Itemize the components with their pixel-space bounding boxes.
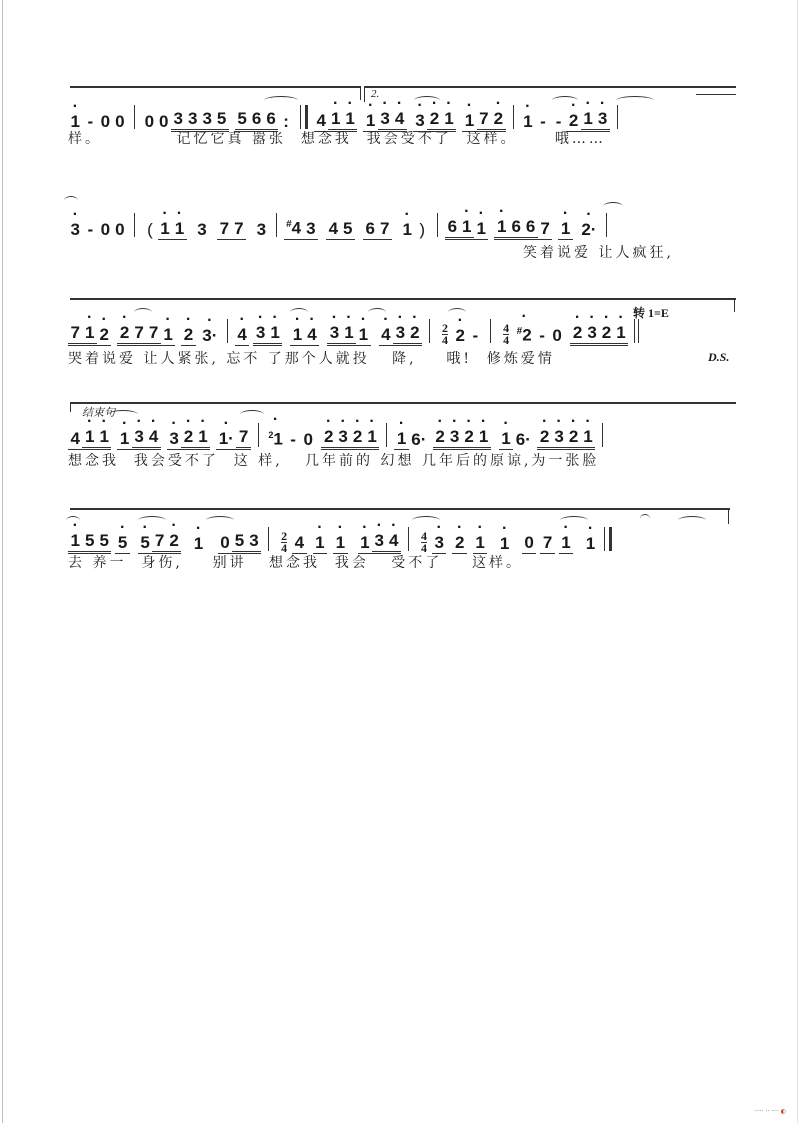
note: · 1	[394, 429, 408, 450]
barline	[258, 423, 259, 447]
slur	[206, 516, 234, 525]
note: 4	[68, 429, 82, 450]
note: 0	[100, 220, 111, 239]
note: · 1	[172, 219, 186, 240]
note: · 2·	[579, 220, 599, 240]
note: · 2	[181, 427, 195, 450]
note: 3	[200, 109, 214, 132]
slur	[134, 308, 152, 317]
dash: -	[87, 220, 94, 239]
note: · 1	[614, 323, 628, 346]
note: 0	[303, 430, 313, 449]
note: 6	[523, 217, 537, 240]
volta-2-line	[364, 86, 736, 88]
final-barline	[604, 527, 612, 551]
note: #4	[284, 215, 304, 240]
note: · 1	[474, 219, 488, 240]
note: 3	[171, 109, 185, 132]
note: · 2	[537, 427, 551, 450]
note: 7	[217, 219, 231, 240]
note: · 3	[327, 323, 341, 346]
note: · 3	[132, 427, 146, 450]
slur	[560, 516, 588, 525]
notes-row-3	[68, 316, 645, 346]
note: 3	[197, 220, 207, 239]
note: · 1	[559, 533, 573, 554]
section-line-3	[70, 298, 736, 300]
note: · 3	[585, 323, 599, 346]
repeat-barline	[300, 105, 308, 129]
note: · 2	[452, 533, 466, 554]
note: · 5	[138, 533, 152, 554]
time-signature-4-4: 4 4	[420, 529, 427, 555]
note: · 2	[427, 109, 441, 132]
paren-close: )	[419, 220, 426, 239]
note: 7	[146, 323, 160, 346]
paren-open: (	[147, 220, 153, 239]
barline	[268, 527, 269, 551]
barline	[408, 527, 409, 551]
barline	[227, 319, 228, 343]
note: · 2	[181, 325, 195, 346]
note: · 2	[321, 427, 335, 450]
barline	[429, 319, 430, 343]
slur	[240, 410, 264, 419]
note: · 5	[115, 533, 129, 554]
note: · 1·	[216, 429, 236, 450]
note: 4	[314, 111, 328, 132]
barline	[386, 423, 387, 447]
note: 6·	[515, 430, 531, 449]
note: · 2	[566, 427, 580, 450]
slur	[412, 516, 440, 525]
note: 0	[552, 326, 562, 345]
repeat-sign: :	[283, 112, 289, 131]
note: 3	[304, 219, 318, 240]
note: · 2	[117, 323, 131, 346]
lyrics-row-1: 样。 记忆它真 嚣张 想念我 我会受不了 这样。 哦……	[68, 131, 606, 147]
note: 7	[477, 109, 491, 132]
note: 7	[152, 531, 166, 554]
note: · 1	[343, 109, 357, 132]
note: · 1	[581, 109, 595, 132]
note: 4	[326, 219, 340, 240]
note: · 3	[447, 427, 461, 450]
barline	[606, 213, 607, 237]
lyrics-row-2: 笑着说爱 让人疯狂,	[523, 245, 674, 261]
note: · 1	[476, 427, 490, 450]
note: · 1	[356, 325, 370, 346]
note-fermata: 0	[522, 533, 536, 554]
note: · 1	[82, 323, 96, 346]
note: · 1	[313, 533, 327, 554]
note: · 1	[365, 427, 379, 450]
phrase-slur-line	[696, 94, 736, 95]
note: 5	[232, 531, 246, 554]
note: · 1	[328, 109, 342, 132]
time-signature-2-4: 2 4	[442, 321, 449, 347]
watermark-logo-icon: ◐	[780, 1108, 786, 1115]
note: 0	[218, 533, 232, 554]
note: 6	[363, 219, 377, 240]
slur	[290, 308, 308, 317]
slur	[616, 96, 654, 105]
note: 6	[509, 217, 523, 240]
note: · 1	[68, 112, 82, 132]
slur	[552, 96, 578, 105]
ending-line	[70, 402, 736, 404]
ending-line-start	[70, 402, 71, 412]
note: · 1	[363, 111, 377, 132]
ending-label: 结束句	[82, 407, 115, 419]
lyrics-row-3: 哭着说爱 让人紧张, 忘不 了那个人就投 降, 哦! 修炼爱情	[68, 351, 555, 367]
note: · 3·	[200, 326, 220, 346]
dash: -	[539, 326, 545, 345]
note: · 1	[158, 219, 172, 240]
section-line-5-end	[728, 508, 729, 524]
note: · 3	[253, 323, 267, 346]
note: · 4	[379, 325, 393, 346]
note: · 4	[305, 325, 319, 346]
note: · 1	[117, 429, 131, 450]
barline	[276, 213, 277, 237]
note: 3	[256, 220, 267, 239]
note: · 1	[499, 429, 513, 450]
note: 7	[68, 323, 82, 346]
note: 6	[249, 109, 263, 132]
note: · 4	[392, 109, 406, 132]
time-signature-2-4: 2 4	[281, 529, 288, 555]
note: · 3	[432, 533, 446, 554]
lyrics-row-4: 想念我 我会受不了 这 样, 几年前的 幻想 几年后的原谅,为一张脸	[68, 453, 600, 469]
note: · 2	[97, 325, 111, 346]
note: 0	[115, 220, 125, 239]
watermark	[754, 1108, 786, 1115]
note: · 2	[566, 111, 580, 132]
note: · 4	[146, 427, 160, 450]
note: 5	[82, 531, 96, 554]
notes-row-4	[68, 420, 610, 450]
note: · 3	[413, 111, 427, 132]
note: · 1	[161, 325, 175, 346]
slur	[108, 410, 138, 419]
note: · 1	[358, 533, 372, 554]
note: 0	[144, 112, 155, 131]
slur	[64, 196, 78, 205]
slur	[264, 96, 298, 105]
slur	[414, 96, 440, 105]
notes-row-2	[68, 210, 614, 240]
note: · 3	[167, 429, 181, 450]
barline	[134, 105, 135, 129]
note: · 1	[400, 220, 414, 240]
note: 3	[185, 109, 199, 132]
note: 5	[214, 109, 228, 132]
note: · 2	[167, 531, 181, 554]
note: · 2	[491, 109, 505, 132]
note: · 3	[372, 531, 386, 554]
note: · 1	[290, 325, 304, 346]
note: · 1	[462, 111, 476, 132]
note: · 1	[191, 534, 205, 554]
note: · 1	[583, 534, 597, 554]
ds-mark: D.S.	[708, 350, 730, 364]
note: · 2	[570, 323, 584, 346]
section-line-3-end	[734, 298, 735, 312]
note: · 2	[599, 323, 613, 346]
note: · 1	[558, 219, 572, 240]
repeat-bracket-1	[70, 86, 360, 88]
barline	[602, 423, 603, 447]
barline	[490, 319, 491, 343]
lyrics-row-5: 去 养一 身伤, 别讲 想念我 我会 受不了 这样。	[68, 555, 524, 571]
note: 6·	[411, 430, 427, 449]
note: · 2	[453, 326, 467, 346]
note: · 2	[408, 323, 422, 346]
slur	[138, 516, 166, 525]
watermark-text: ····· ·· ····	[754, 1108, 779, 1115]
note: 0	[159, 112, 169, 131]
slur	[678, 516, 706, 525]
note: · 3	[336, 427, 350, 450]
note: 7	[377, 219, 391, 240]
time-signature-4-4: 4 4	[503, 321, 510, 347]
dash: -	[555, 112, 562, 131]
repeat-bracket-1-end	[360, 86, 361, 100]
barline	[437, 213, 438, 237]
note: 6	[445, 217, 459, 240]
note: 0	[100, 112, 111, 131]
note: · 4	[235, 325, 249, 346]
note: · 3	[552, 427, 566, 450]
note: 7	[538, 219, 552, 240]
note: · 1	[196, 427, 210, 450]
note: · 1	[497, 534, 511, 554]
note: · 1	[494, 217, 508, 240]
dash: -	[540, 112, 546, 131]
note: · 1	[442, 109, 456, 132]
dash: -	[472, 326, 479, 345]
note: 5	[341, 219, 355, 240]
note: · 1	[342, 323, 356, 346]
note: 0	[115, 112, 125, 131]
note: · 2	[462, 427, 476, 450]
note: · #2	[514, 322, 534, 346]
note: · 1	[460, 217, 474, 240]
dash: -	[290, 430, 296, 449]
note: 5	[235, 109, 249, 132]
note: · 3	[595, 109, 609, 132]
volta-2-label: 2.	[371, 88, 380, 100]
note: · 3	[378, 109, 392, 132]
note: 5	[97, 531, 111, 554]
barline	[134, 213, 135, 237]
note: · 2	[433, 427, 447, 450]
fermata-icon	[640, 514, 650, 523]
note: 7	[236, 427, 250, 450]
note: 4	[292, 533, 306, 554]
slur	[448, 308, 466, 317]
key-change-label: 转 1=E	[633, 306, 669, 320]
note: · 1	[473, 533, 487, 554]
note-with-grace: · $^2$1	[266, 425, 285, 450]
note: · 1	[268, 323, 282, 346]
slur	[603, 202, 623, 211]
note: · 3	[393, 323, 407, 346]
slur	[368, 308, 386, 317]
dash: -	[87, 112, 94, 131]
barline	[513, 105, 514, 129]
note: 7	[232, 219, 246, 240]
note: · 3	[68, 220, 82, 240]
note: 7	[540, 533, 554, 554]
note: 6	[264, 109, 278, 132]
note: · 1	[68, 531, 82, 554]
note: · 1	[82, 427, 96, 450]
note: 7	[132, 323, 146, 346]
notes-row-5	[68, 524, 618, 554]
slur	[66, 516, 80, 525]
note: · 1	[97, 427, 111, 450]
note: · 1	[581, 427, 595, 450]
note: 3	[247, 531, 261, 554]
note: · 4	[387, 531, 401, 554]
final-barline	[634, 319, 639, 343]
section-line-5	[70, 508, 730, 510]
note: · 1	[333, 533, 347, 554]
barline	[617, 105, 618, 129]
note: · 1	[521, 112, 535, 132]
note: · 2	[350, 427, 364, 450]
